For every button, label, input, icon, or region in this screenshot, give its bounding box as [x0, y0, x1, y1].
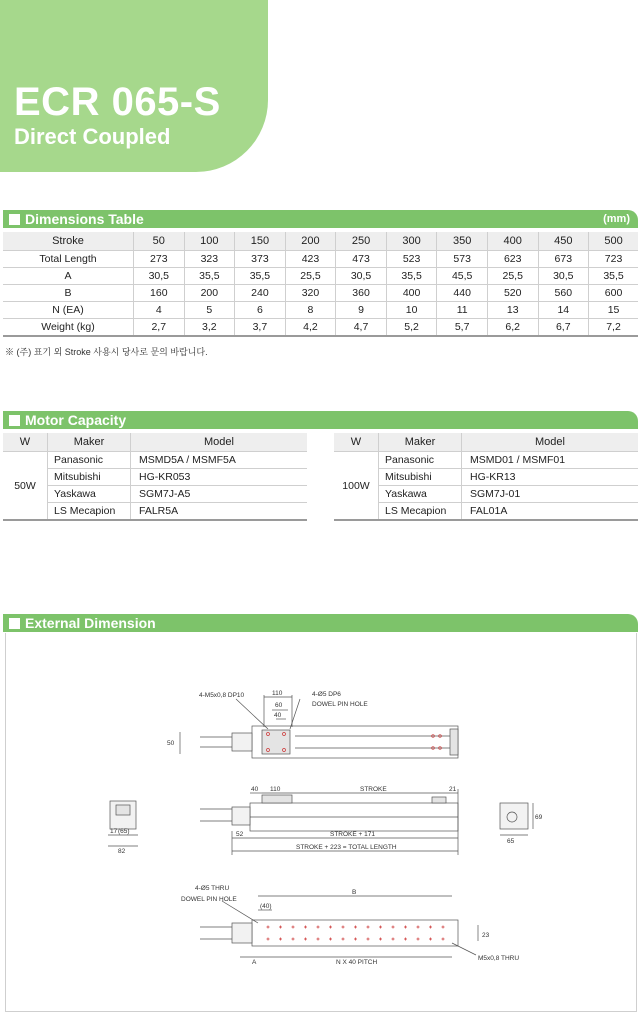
dimensions-row	[3, 302, 638, 319]
dim-m5-thru: M5x0,8 THRU	[478, 955, 520, 962]
cell: 10	[386, 302, 437, 319]
model-subtitle: Direct Coupled	[14, 124, 171, 149]
pitch-hole	[292, 926, 295, 929]
pitch-hole	[367, 938, 370, 941]
cell: 400	[386, 285, 437, 302]
pitch-hole	[379, 926, 382, 929]
maker-cell: Mitsubishi	[48, 469, 131, 486]
cell: 30,5	[538, 268, 589, 285]
pitch-hole	[317, 926, 320, 929]
dim-B: B	[352, 889, 357, 896]
motor-table-50w	[3, 433, 307, 521]
cell: 35,5	[589, 268, 638, 285]
header-model: Model	[131, 433, 308, 452]
cell: 100	[184, 232, 235, 251]
pitch-hole	[404, 926, 407, 929]
motor-row	[3, 486, 307, 503]
cell: 300	[386, 232, 437, 251]
external-title: External Dimension	[25, 615, 156, 631]
cell: 6,7	[538, 319, 589, 337]
cell: 450	[538, 232, 589, 251]
dim-110-front: 110	[270, 786, 281, 793]
dimensions-row	[3, 268, 638, 285]
dim-total-length: STROKE + 223 = TOTAL LENGTH	[296, 844, 397, 851]
cell: 273	[134, 251, 185, 268]
cell: 440	[437, 285, 488, 302]
dimensions-note: ※ (주) 표기 외 Stroke 사용시 당사로 문의 바랍니다.	[5, 347, 208, 357]
cell: 673	[538, 251, 589, 268]
cell: 45,5	[437, 268, 488, 285]
cell: 200	[285, 232, 336, 251]
maker-cell: Yaskawa	[48, 486, 131, 503]
pitch-hole	[404, 938, 407, 941]
pitch-hole	[367, 926, 370, 929]
dim-21: 21	[449, 786, 457, 793]
model-cell: MSMD5A / MSMF5A	[131, 452, 308, 469]
cell: 25,5	[487, 268, 538, 285]
pitch-hole	[317, 938, 320, 941]
dim-52: 52	[236, 831, 244, 838]
cell: 3,2	[184, 319, 235, 337]
cell: 500	[589, 232, 638, 251]
model-cell: FALR5A	[131, 503, 308, 521]
pitch-hole	[417, 938, 420, 941]
left-end-view	[108, 801, 138, 855]
pitch-hole	[304, 926, 307, 929]
cell: 15	[589, 302, 638, 319]
pitch-hole	[392, 938, 395, 941]
cell: 6	[235, 302, 286, 319]
pitch-hole	[342, 926, 345, 929]
row-label: N (EA)	[3, 302, 134, 319]
dimensions-table	[3, 232, 638, 337]
row-label: B	[3, 285, 134, 302]
watt-cell: 50W	[3, 452, 48, 521]
maker-cell: Panasonic	[379, 452, 462, 469]
dim-65-paren: (65)	[118, 828, 130, 835]
row-label: Total Length	[3, 251, 134, 268]
dim-23: 23	[482, 932, 490, 939]
cell: 320	[285, 285, 336, 302]
model-cell: MSMD01 / MSMF01	[462, 452, 639, 469]
dim-17: 17	[110, 828, 118, 835]
pitch-hole	[379, 938, 382, 941]
maker-cell: LS Mecapion	[379, 503, 462, 521]
bottom-view-body	[252, 920, 458, 946]
model-cell: SGM7J-01	[462, 486, 639, 503]
model-title: ECR 065-S	[14, 80, 221, 124]
dim-stroke-171: STROKE + 171	[330, 831, 375, 838]
maker-cell: Mitsubishi	[379, 469, 462, 486]
dim-dowel-pin-2: DOWEL PIN HOLE	[181, 896, 237, 903]
cell: 3,7	[235, 319, 286, 337]
cell: 350	[437, 232, 488, 251]
cell: 5,2	[386, 319, 437, 337]
pitch-hole	[354, 926, 357, 929]
dim-110-top: 110	[272, 690, 283, 697]
right-end-view	[500, 803, 543, 845]
cell: 35,5	[235, 268, 286, 285]
pitch-hole	[329, 938, 332, 941]
cell: 30,5	[134, 268, 185, 285]
cell: 2,7	[134, 319, 185, 337]
dim-65: 65	[507, 838, 515, 845]
motor-row	[334, 486, 638, 503]
cell: 323	[184, 251, 235, 268]
dimensions-unit: (mm)	[603, 213, 630, 225]
motor-header-row	[3, 433, 307, 452]
cell: 4,2	[285, 319, 336, 337]
cell: 35,5	[184, 268, 235, 285]
motor-row	[3, 503, 307, 521]
watt-cell: 100W	[334, 452, 379, 521]
dim-m5-dp10: 4-M5x0,8 DP10	[199, 692, 245, 699]
cell: 13	[487, 302, 538, 319]
cell: 50	[134, 232, 185, 251]
cell: 373	[235, 251, 286, 268]
pitch-hole	[442, 938, 445, 941]
cell: 14	[538, 302, 589, 319]
dim-50: 50	[167, 740, 175, 747]
cell: 11	[437, 302, 488, 319]
cell: 6,2	[487, 319, 538, 337]
cell: 623	[487, 251, 538, 268]
row-label: Stroke	[3, 232, 134, 251]
header-w: W	[3, 433, 48, 452]
maker-cell: Panasonic	[48, 452, 131, 469]
row-label: Weight (kg)	[3, 319, 134, 337]
pitch-hole	[429, 926, 432, 929]
cell: 523	[386, 251, 437, 268]
dim-40-top: 40	[274, 712, 282, 719]
dim-69: 69	[535, 814, 543, 821]
header-maker: Maker	[379, 433, 462, 452]
cell: 600	[589, 285, 638, 302]
top-view	[167, 690, 458, 758]
title-banner	[0, 0, 268, 172]
row-label: A	[3, 268, 134, 285]
square-icon	[9, 618, 20, 629]
dim-pitch: N X 40 PITCH	[336, 959, 378, 966]
cell: 520	[487, 285, 538, 302]
cell: 400	[487, 232, 538, 251]
pitch-hole	[417, 926, 420, 929]
cell: 30,5	[336, 268, 387, 285]
pitch-hole	[342, 938, 345, 941]
model-cell: HG-KR053	[131, 469, 308, 486]
dimensions-row	[3, 251, 638, 268]
external-header	[3, 614, 638, 632]
motor-table-100w	[334, 433, 638, 521]
pitch-hole	[279, 938, 282, 941]
cell: 360	[336, 285, 387, 302]
model-cell: FAL01A	[462, 503, 639, 521]
pitch-hole	[267, 926, 270, 929]
pitch-hole	[292, 938, 295, 941]
motor-title: Motor Capacity	[25, 412, 127, 428]
cell: 560	[538, 285, 589, 302]
front-view	[200, 786, 458, 855]
dim-stroke: STROKE	[360, 786, 387, 793]
motor-header	[3, 411, 638, 429]
cell: 8	[285, 302, 336, 319]
pitch-hole	[329, 926, 332, 929]
cell: 573	[437, 251, 488, 268]
cell: 5,7	[437, 319, 488, 337]
header-model: Model	[462, 433, 639, 452]
dim-dowel-pin: DOWEL PIN HOLE	[312, 701, 368, 708]
motor-row	[334, 503, 638, 521]
cell: 4,7	[336, 319, 387, 337]
external-dimension-drawing	[0, 633, 640, 1014]
dimensions-title: Dimensions Table	[25, 211, 144, 227]
model-cell: HG-KR13	[462, 469, 639, 486]
pitch-hole	[442, 926, 445, 929]
cell: 250	[336, 232, 387, 251]
dim-40-front: 40	[251, 786, 259, 793]
dim-d5-thru: 4-Ø5 THRU	[195, 885, 230, 892]
model-cell: SGM7J-A5	[131, 486, 308, 503]
dim-60: 60	[275, 702, 283, 709]
dim-d5-dp6: 4-Ø5 DP6	[312, 691, 341, 698]
cell: 723	[589, 251, 638, 268]
pitch-hole	[267, 938, 270, 941]
maker-cell: Yaskawa	[379, 486, 462, 503]
dimensions-row	[3, 285, 638, 302]
dimensions-row	[3, 232, 638, 251]
dimensions-row	[3, 319, 638, 337]
pitch-hole	[392, 926, 395, 929]
cell: 240	[235, 285, 286, 302]
bottom-view	[181, 885, 519, 966]
square-icon	[9, 214, 20, 225]
motor-row	[3, 469, 307, 486]
header-maker: Maker	[48, 433, 131, 452]
dim-40-paren: (40)	[260, 903, 272, 910]
cell: 200	[184, 285, 235, 302]
motor-row	[334, 452, 638, 469]
dimensions-header	[3, 210, 638, 228]
cell: 9	[336, 302, 387, 319]
pitch-hole	[429, 938, 432, 941]
header-w: W	[334, 433, 379, 452]
pitch-hole	[354, 938, 357, 941]
dim-A: A	[252, 959, 257, 966]
cell: 160	[134, 285, 185, 302]
motor-row	[3, 452, 307, 469]
motor-header-row	[334, 433, 638, 452]
cell: 4	[134, 302, 185, 319]
motor-row	[334, 469, 638, 486]
cell: 25,5	[285, 268, 336, 285]
cell: 423	[285, 251, 336, 268]
pitch-hole	[279, 926, 282, 929]
cell: 473	[336, 251, 387, 268]
square-icon	[9, 415, 20, 426]
dim-82: 82	[118, 848, 126, 855]
cell: 35,5	[386, 268, 437, 285]
maker-cell: LS Mecapion	[48, 503, 131, 521]
cell: 5	[184, 302, 235, 319]
cell: 7,2	[589, 319, 638, 337]
pitch-hole	[304, 938, 307, 941]
cell: 150	[235, 232, 286, 251]
